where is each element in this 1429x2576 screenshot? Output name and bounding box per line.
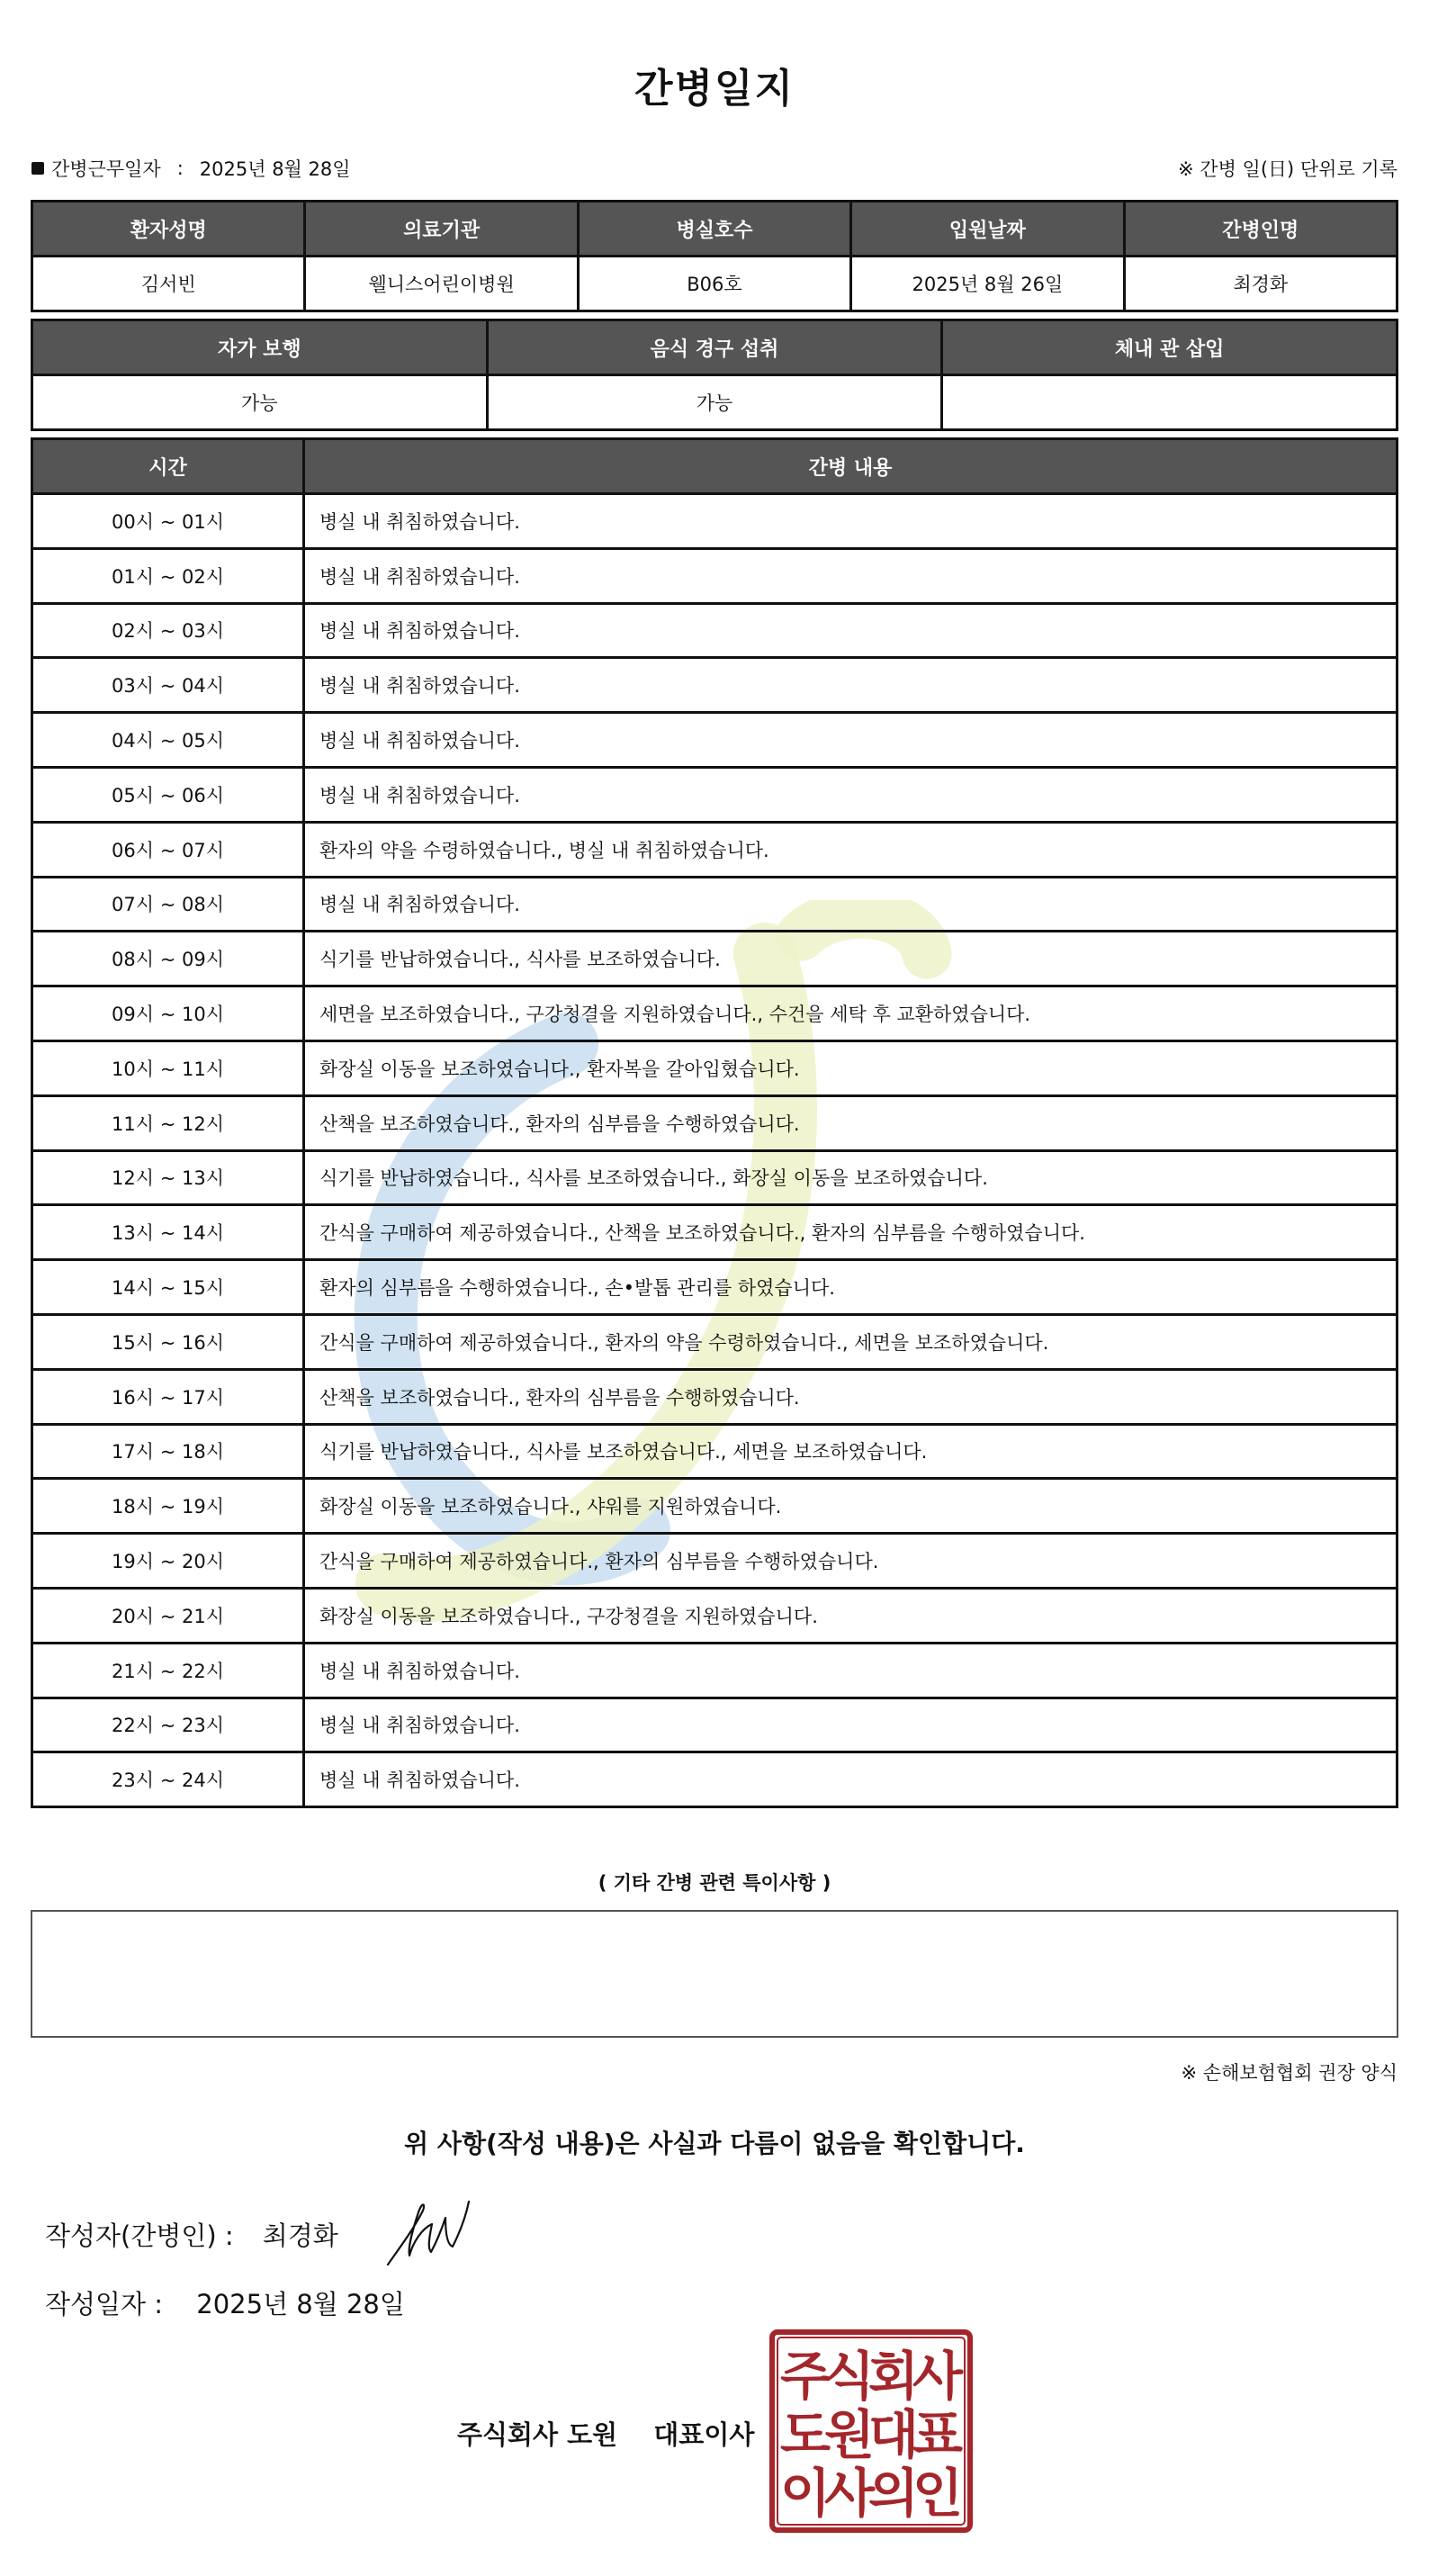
header-hospital: 의료기관 — [305, 202, 578, 257]
log-content-cell: 병실 내 취침하였습니다. — [304, 713, 1398, 768]
log-content-cell: 병실 내 취침하였습니다. — [304, 877, 1398, 932]
table-row — [32, 822, 1398, 877]
company-line — [457, 2415, 754, 2452]
log-content-cell: 식기를 반납하였습니다., 식사를 보조하였습니다., 세면을 보조하였습니다. — [304, 1424, 1398, 1479]
log-time-cell: 15시 ~ 16시 — [32, 1314, 304, 1369]
log-content-cell: 병실 내 취침하였습니다. — [304, 767, 1398, 822]
log-content-cell: 산책을 보조하였습니다., 환자의 심부름을 수행하였습니다. — [304, 1369, 1398, 1424]
log-time-cell: 02시 ~ 03시 — [32, 603, 304, 658]
table-row — [32, 713, 1398, 768]
header-room: 병실호수 — [578, 202, 850, 257]
table-row — [32, 986, 1398, 1041]
log-content-cell: 간식을 구매하여 제공하였습니다., 환자의 약을 수령하였습니다., 세면을 보조하였습니다. — [304, 1314, 1398, 1369]
log-content-cell: 화장실 이동을 보조하였습니다., 구강청결을 지원하였습니다. — [304, 1588, 1398, 1643]
table-row — [32, 1479, 1398, 1534]
table-row — [32, 1314, 1398, 1369]
log-time-cell: 03시 ~ 04시 — [32, 658, 304, 713]
table-row — [32, 1588, 1398, 1643]
table-row — [32, 767, 1398, 822]
page-title: 간병일지 — [634, 66, 795, 112]
table-row — [32, 1040, 1398, 1095]
log-content-cell: 병실 내 취침하였습니다. — [304, 494, 1398, 549]
svg-text:사: 사 — [823, 2463, 876, 2524]
table-row — [32, 1369, 1398, 1424]
log-time-cell: 12시 ~ 13시 — [32, 1150, 304, 1205]
table-header-row — [32, 320, 1398, 375]
company-representative: 대표이사 — [653, 2419, 755, 2450]
log-time-cell: 20시 ~ 21시 — [32, 1588, 304, 1643]
table-row — [32, 932, 1398, 986]
special-notes-box — [31, 1910, 1398, 2038]
log-time-cell: 00시 ~ 01시 — [32, 494, 304, 549]
log-time-cell: 10시 ~ 11시 — [32, 1040, 304, 1095]
written-date-value: 2025년 8월 28일 — [196, 2289, 405, 2319]
company-name: 주식회사 도원 — [457, 2419, 618, 2450]
written-date-label: 작성일자 : — [45, 2289, 164, 2319]
log-time-cell: 23시 ~ 24시 — [32, 1752, 304, 1807]
svg-text:주: 주 — [779, 2346, 831, 2407]
log-content-cell: 병실 내 취침하였습니다. — [304, 658, 1398, 713]
table-header-row — [32, 202, 1398, 257]
log-content-cell: 병실 내 취침하였습니다. — [304, 1698, 1398, 1752]
table-row — [32, 877, 1398, 932]
table-row — [32, 603, 1398, 658]
table-row — [32, 494, 1398, 549]
admission-date: 2025년 8월 26일 — [851, 257, 1124, 311]
signature-image — [382, 2193, 499, 2274]
written-date-line — [45, 2284, 405, 2321]
log-content-cell: 환자의 심부름을 수행하였습니다., 손•발톱 관리를 하였습니다. — [304, 1260, 1398, 1315]
header-time: 시간 — [32, 439, 304, 494]
svg-text:원: 원 — [823, 2404, 876, 2465]
patient-ability-table — [31, 319, 1398, 431]
table-row — [32, 1534, 1398, 1589]
log-time-cell: 11시 ~ 12시 — [32, 1095, 304, 1150]
log-content-cell: 환자의 약을 수령하였습니다., 병실 내 취침하였습니다. — [304, 822, 1398, 877]
work-date-label: 간병근무일자 — [51, 158, 161, 180]
log-time-cell: 05시 ~ 06시 — [32, 767, 304, 822]
table-row — [32, 1095, 1398, 1150]
log-content-cell: 산책을 보조하였습니다., 환자의 심부름을 수행하였습니다. — [304, 1095, 1398, 1150]
svg-text:사: 사 — [912, 2346, 964, 2407]
table-row — [32, 658, 1398, 713]
log-time-cell: 22시 ~ 23시 — [32, 1698, 304, 1752]
header-admission-date: 입원날짜 — [851, 202, 1124, 257]
svg-text:표: 표 — [912, 2404, 964, 2465]
self-walking-value: 가능 — [32, 375, 488, 430]
log-time-cell: 16시 ~ 17시 — [32, 1369, 304, 1424]
svg-text:이: 이 — [779, 2463, 831, 2524]
form-source-note: ※ 손해보험협회 권장 양식 — [1181, 2062, 1398, 2084]
work-date-colon: : — [176, 158, 184, 179]
log-time-cell: 13시 ~ 14시 — [32, 1205, 304, 1260]
header-oral-intake: 음식 경구 섭취 — [487, 320, 942, 375]
log-content-cell: 병실 내 취침하였습니다. — [304, 1643, 1398, 1698]
table-row — [32, 1643, 1398, 1698]
log-time-cell: 09시 ~ 10시 — [32, 986, 304, 1041]
log-time-cell: 18시 ~ 19시 — [32, 1479, 304, 1534]
table-row — [32, 1205, 1398, 1260]
log-content-cell: 화장실 이동을 보조하였습니다., 샤워를 지원하였습니다. — [304, 1479, 1398, 1534]
log-time-cell: 21시 ~ 22시 — [32, 1643, 304, 1698]
log-time-cell: 14시 ~ 15시 — [32, 1260, 304, 1315]
table-row — [32, 1424, 1398, 1479]
work-date — [31, 155, 351, 182]
patient-info-table — [31, 200, 1398, 312]
svg-text:의: 의 — [867, 2463, 920, 2524]
table-row — [32, 1260, 1398, 1315]
writer-label: 작성자(간병인) : — [45, 2220, 234, 2251]
log-time-cell: 07시 ~ 08시 — [32, 877, 304, 932]
log-content-cell: 병실 내 취침하였습니다. — [304, 603, 1398, 658]
svg-text:회: 회 — [867, 2346, 920, 2407]
confirmation-statement: 위 사항(작성 내용)은 사실과 다름이 없음을 확인합니다. — [404, 2129, 1025, 2158]
svg-text:식: 식 — [823, 2346, 876, 2407]
table-row — [32, 548, 1398, 603]
hospital-name: 웰니스어린이병원 — [305, 257, 578, 311]
care-log-table — [31, 437, 1398, 1808]
log-time-cell: 19시 ~ 20시 — [32, 1534, 304, 1589]
table-row — [32, 375, 1398, 430]
header-care-content: 간병 내용 — [304, 439, 1398, 494]
work-date-value: 2025년 8월 28일 — [199, 158, 351, 180]
header-tube-insertion: 체내 관 삽입 — [942, 320, 1398, 375]
table-row — [32, 257, 1398, 311]
square-bullet-icon — [31, 162, 44, 175]
log-content-cell: 병실 내 취침하였습니다. — [304, 1752, 1398, 1807]
table-row — [32, 1698, 1398, 1752]
record-note: ※ 간병 일(日) 단위로 기록 — [1178, 158, 1398, 180]
tube-insertion-value — [942, 375, 1398, 430]
writer-name: 최경화 — [262, 2220, 338, 2251]
header-patient-name: 환자성명 — [32, 202, 305, 257]
writer-line — [45, 2216, 338, 2253]
log-time-cell: 01시 ~ 02시 — [32, 548, 304, 603]
log-content-cell: 간식을 구매하여 제공하였습니다., 환자의 심부름을 수행하였습니다. — [304, 1534, 1398, 1589]
table-header-row — [32, 439, 1398, 494]
caregiver-name: 최경화 — [1124, 257, 1397, 311]
log-time-cell: 08시 ~ 09시 — [32, 932, 304, 986]
company-seal-stamp — [769, 2329, 973, 2533]
svg-text:도: 도 — [779, 2404, 831, 2465]
log-content-cell: 간식을 구매하여 제공하였습니다., 산책을 보조하였습니다., 환자의 심부름을 수행하였습니다. — [304, 1205, 1398, 1260]
log-content-cell: 식기를 반납하였습니다., 식사를 보조하였습니다., 화장실 이동을 보조하였습니다. — [304, 1150, 1398, 1205]
log-time-cell: 06시 ~ 07시 — [32, 822, 304, 877]
log-content-cell: 식기를 반납하였습니다., 식사를 보조하였습니다. — [304, 932, 1398, 986]
svg-text:인: 인 — [912, 2463, 964, 2524]
log-content-cell: 세면을 보조하였습니다., 구강청결을 지원하였습니다., 수건을 세탁 후 교환하였습니다. — [304, 986, 1398, 1041]
log-time-cell: 04시 ~ 05시 — [32, 713, 304, 768]
patient-name: 김서빈 — [32, 257, 305, 311]
log-content-cell: 병실 내 취침하였습니다. — [304, 548, 1398, 603]
header-self-walking: 자가 보행 — [32, 320, 488, 375]
log-content-cell: 화장실 이동을 보조하였습니다., 환자복을 갈아입혔습니다. — [304, 1040, 1398, 1095]
table-row — [32, 1752, 1398, 1807]
header-caregiver: 간병인명 — [1124, 202, 1397, 257]
log-time-cell: 17시 ~ 18시 — [32, 1424, 304, 1479]
table-row — [32, 1150, 1398, 1205]
svg-text:대: 대 — [867, 2404, 920, 2465]
special-notes-title: ( 기타 간병 관련 특이사항 ) — [598, 1872, 831, 1894]
oral-intake-value: 가능 — [487, 375, 942, 430]
room-number: B06호 — [578, 257, 850, 311]
